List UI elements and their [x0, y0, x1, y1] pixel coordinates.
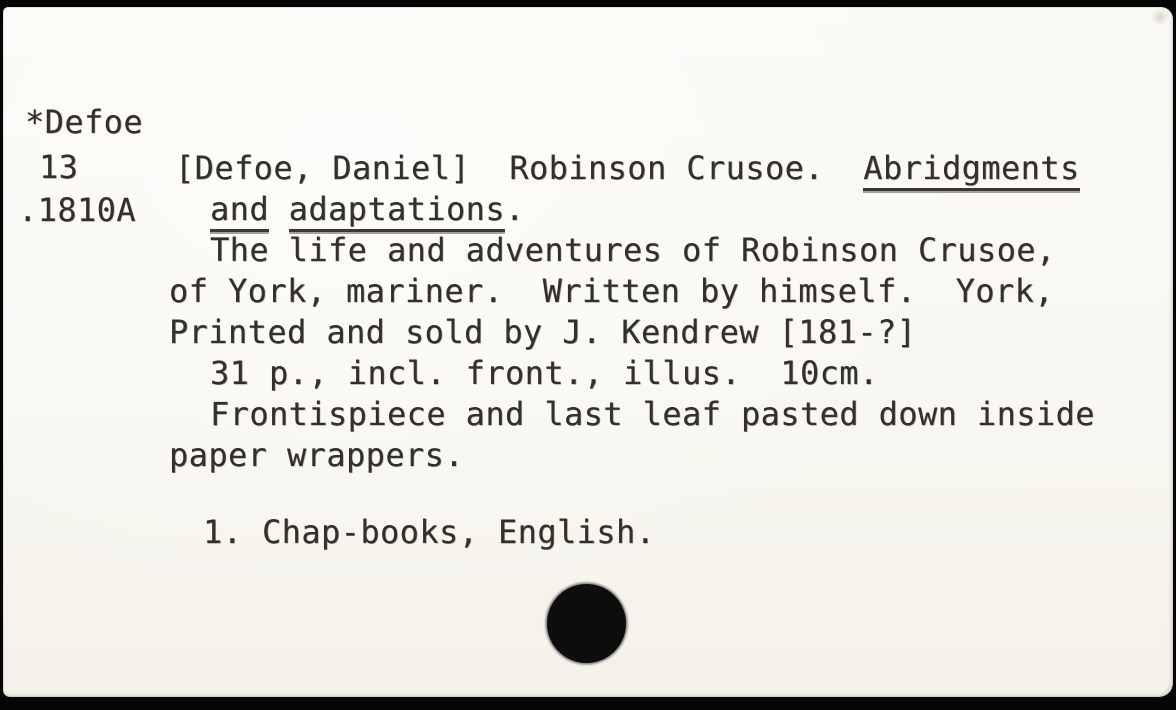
text-segment: . [505, 190, 525, 228]
underlined-text-segment: and [210, 190, 269, 232]
text-line [3, 148, 1176, 189]
text-line [3, 230, 1176, 271]
text-segment: [Defoe, Daniel] Robinson Crusoe. [175, 149, 864, 187]
text-segment: 31 p., incl. front., illus. 10cm. [210, 354, 879, 392]
text-segment: Printed and sold by J. Kendrew [181-?] [169, 313, 917, 351]
call-number-line-2: 13 [39, 148, 79, 186]
text-line [3, 435, 1176, 476]
catalog-card [3, 7, 1173, 697]
text-line [3, 512, 1176, 553]
call-number-line-1: *Defoe [25, 103, 143, 141]
underlined-text-segment: adaptations [289, 190, 505, 232]
text-line [3, 312, 1176, 353]
underlined-text-segment: Abridgments [863, 149, 1079, 191]
text-line [3, 189, 1176, 230]
text-segment: 1. Chap-books, English. [203, 513, 656, 551]
text-line [3, 353, 1176, 394]
card-text-block [3, 148, 1176, 553]
text-segment: of York, mariner. Written by himself. York, [169, 272, 1054, 310]
text-segment: paper wrappers. [169, 436, 464, 474]
text-segment [269, 190, 289, 228]
scan-artifact [1149, 9, 1171, 25]
text-segment: Frontispiece and last leaf pasted down inside [210, 395, 1095, 433]
call-number-line-3: .1810A [18, 191, 136, 229]
hole-punch [547, 584, 626, 663]
text-segment: The life and adventures of Robinson Crusoe, [210, 231, 1056, 269]
text-line [3, 394, 1176, 435]
text-line [3, 271, 1176, 312]
